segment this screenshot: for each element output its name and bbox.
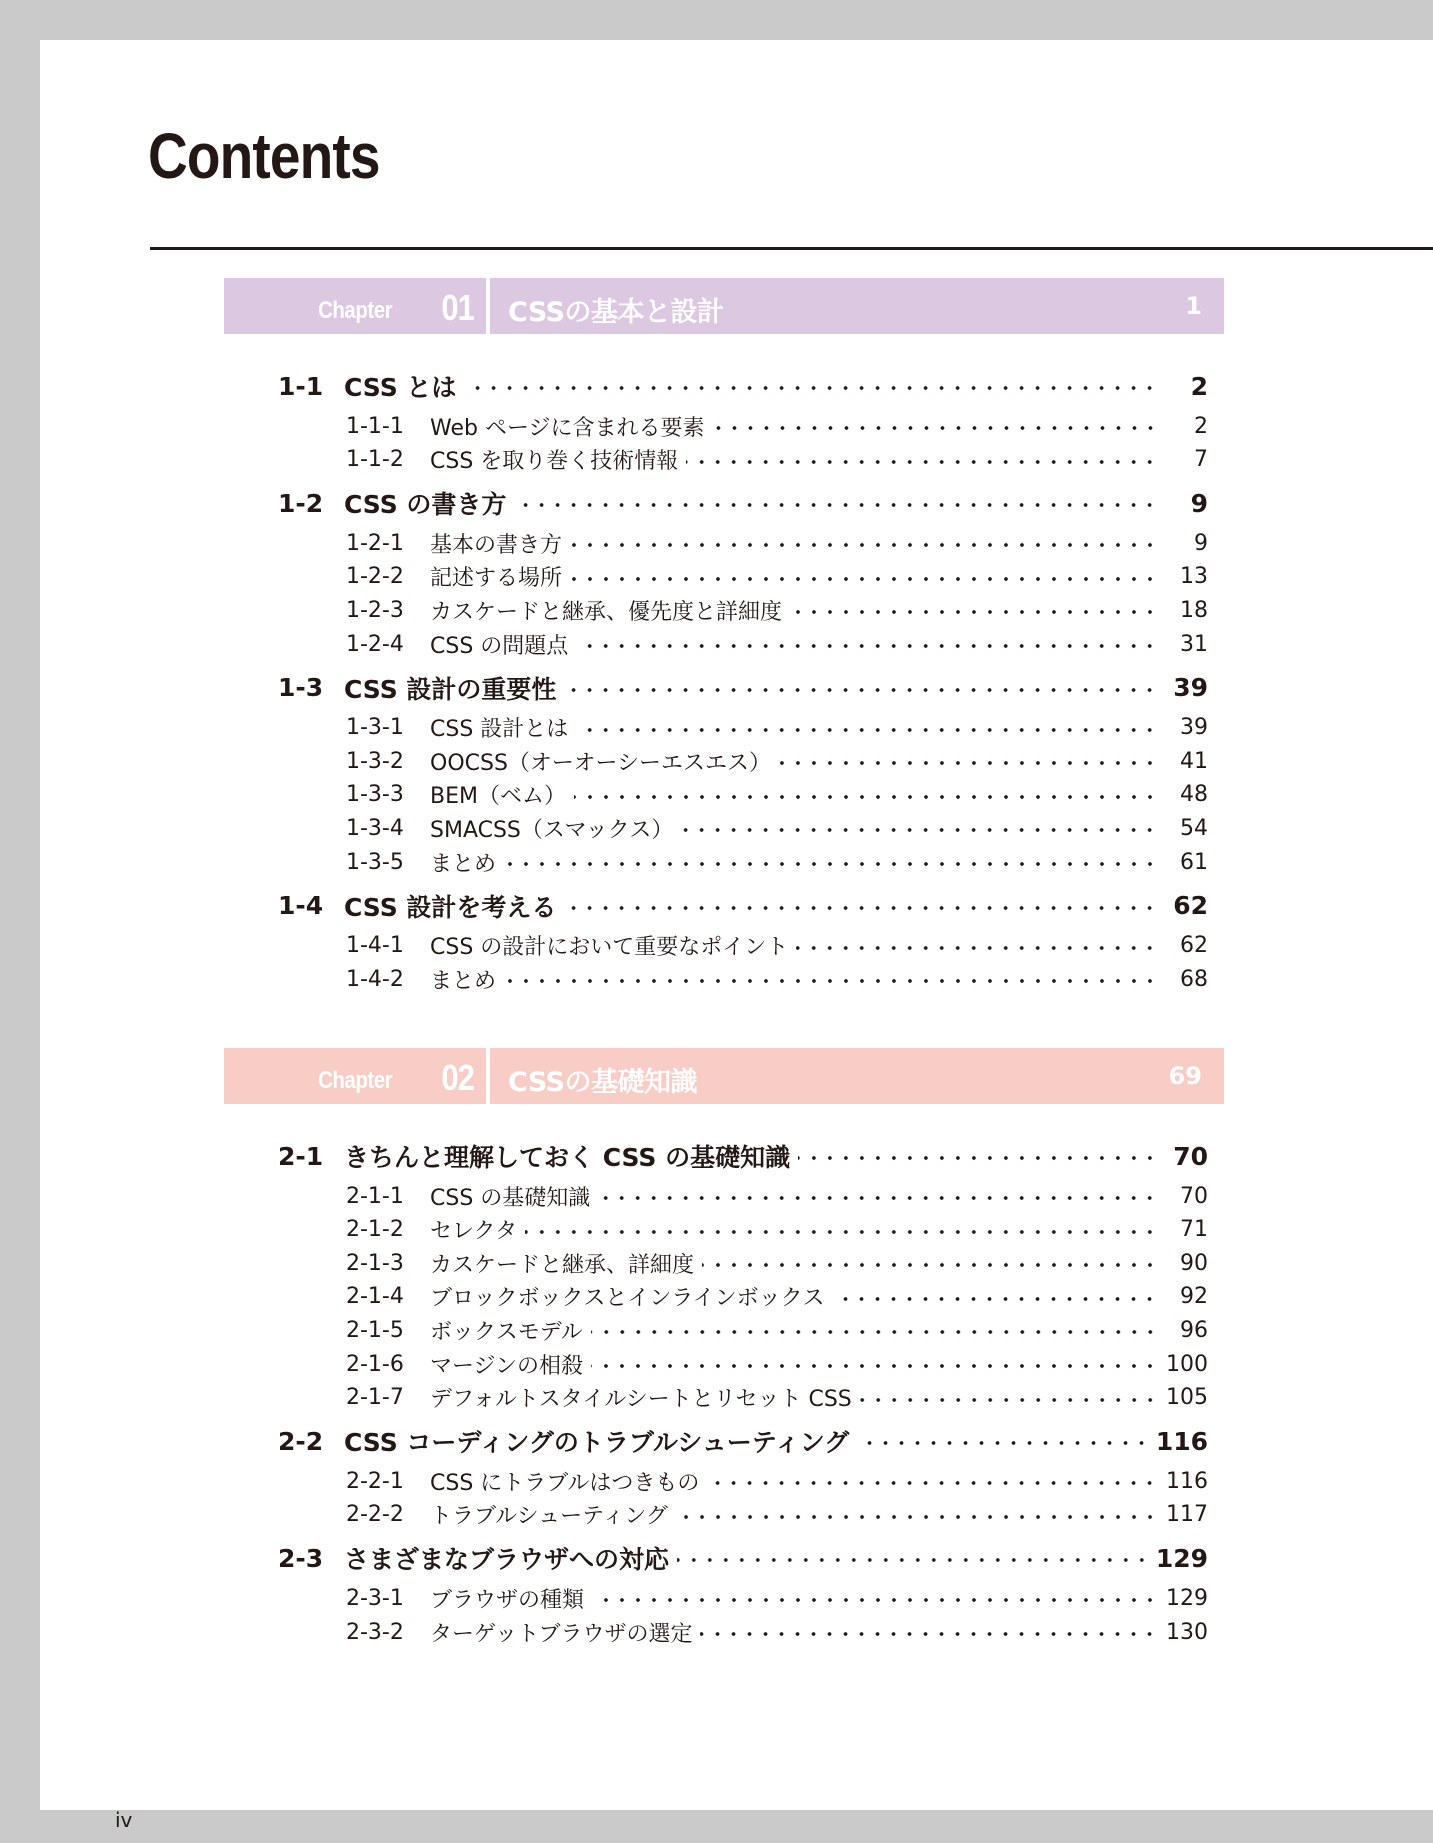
chapter-number: 02 [441,1057,474,1098]
dot-leader [790,609,1158,615]
toc-subsection-entry [346,745,1208,777]
subsection-title: SMACSS（スマックス） [430,817,674,843]
subsection-page-number: 100 [1166,1351,1208,1377]
chapter-header-02 [224,1048,1224,1104]
subsection-page-number: 9 [1194,530,1208,556]
dot-leader [860,1397,1158,1403]
subsection-number: 1-2-4 [346,631,404,657]
dot-leader [713,425,1158,431]
toc-subsection-entry [346,1582,1208,1614]
subsection-number: 1-2-1 [346,530,404,556]
dot-leader [570,542,1158,548]
toc-subsection-entry [346,410,1208,442]
section-number: 2-3 [278,1543,324,1573]
section-number: 1-1 [278,371,324,401]
section-title: CSS コーディングのトラブルシューティング [344,1428,850,1458]
subsection-page-number: 31 [1180,631,1208,657]
dot-leader [504,978,1158,984]
subsection-title: セレクタ [430,1219,518,1245]
dot-leader [686,459,1158,465]
subsection-page-number: 7 [1194,447,1208,473]
subsection-number: 2-2-1 [346,1468,404,1494]
dot-leader [574,794,1158,800]
chapter-page-number: 69 [1168,1062,1202,1090]
subsection-title: ブラウザの種類 [430,1587,585,1613]
dot-leader [591,1363,1158,1369]
subsection-page-number: 68 [1180,966,1208,992]
dot-leader [591,1329,1158,1335]
subsection-number: 1-3-1 [346,715,404,741]
subsection-number: 2-1-3 [346,1250,404,1276]
subsection-number: 1-3-4 [346,815,404,841]
dot-leader [707,1480,1158,1486]
toc-subsection-entry [346,1247,1208,1279]
folio-page-number: iv [115,1808,133,1832]
toc-section-entry [278,1542,1208,1574]
chapter-number: 01 [441,287,474,328]
subsection-title: CSS の基礎知識 [430,1185,591,1211]
toc-subsection-entry [346,930,1208,962]
subsection-page-number: 18 [1180,597,1208,623]
dot-leader [681,827,1158,833]
page-title: Contents [148,120,380,192]
toc-subsection-entry [346,963,1208,995]
dot-leader [564,905,1158,911]
subsection-title: まとめ [430,851,497,877]
dot-leader [464,385,1158,391]
dot-leader [832,1296,1158,1302]
subsection-number: 2-1-7 [346,1385,404,1411]
subsection-title: トラブルシューティング [430,1504,668,1530]
toc-section-entry [278,1140,1208,1172]
dot-leader [798,1155,1158,1161]
chapter-label [224,1048,486,1104]
toc-subsection-entry [346,1499,1208,1531]
chapter-divider [486,1048,490,1104]
chapter-label [224,278,486,334]
chapter-word: Chapter [317,1067,392,1094]
toc-section-entry [278,370,1208,402]
title-rule [150,247,1433,250]
book-page [40,40,1433,1832]
chapter-header-01 [224,278,1224,334]
subsection-number: 2-1-4 [346,1284,404,1310]
subsection-number: 2-1-6 [346,1351,404,1377]
toc-subsection-entry [346,628,1208,660]
dot-leader [576,643,1158,649]
subsection-page-number: 116 [1166,1468,1208,1494]
subsection-page-number: 41 [1180,748,1208,774]
dot-leader [677,1557,1150,1563]
subsection-page-number: 117 [1166,1502,1208,1528]
toc-subsection-entry [346,594,1208,626]
dot-leader [796,945,1158,951]
subsection-title: ボックスモデル [430,1319,583,1345]
dot-leader [676,1514,1158,1520]
subsection-page-number: 70 [1180,1183,1208,1209]
toc-subsection-entry [346,1465,1208,1497]
toc-subsection-entry [346,561,1208,593]
subsection-number: 2-3-1 [346,1585,404,1611]
subsection-title: マージンの相殺 [430,1353,584,1379]
section-page-number: 2 [1190,371,1208,401]
subsection-title: CSS 設計とは [430,717,569,743]
section-number: 2-2 [278,1426,324,1456]
dot-leader [564,687,1158,693]
subsection-title: CSS にトラブルはつきもの [430,1470,700,1496]
subsection-page-number: 62 [1180,933,1208,959]
toc-section-entry [278,1425,1208,1457]
section-number: 1-4 [278,891,324,921]
section-number: 1-3 [278,673,324,703]
section-page-number: 62 [1173,891,1208,921]
toc-subsection-entry [346,444,1208,476]
subsection-title: ターゲットブラウザの選定 [430,1621,693,1647]
dot-leader [592,1597,1158,1603]
subsection-title: まとめ [430,968,497,994]
subsection-page-number: 61 [1180,849,1208,875]
toc-subsection-entry [346,1348,1208,1380]
toc-subsection-entry [346,1180,1208,1212]
subsection-page-number: 96 [1180,1317,1208,1343]
section-page-number: 9 [1190,488,1208,518]
section-title: CSS とは [344,373,457,402]
toc-subsection-entry [346,1214,1208,1246]
toc-section-entry [278,487,1208,519]
subsection-page-number: 2 [1194,413,1208,439]
section-number: 2-1 [278,1141,324,1171]
section-page-number: 129 [1155,1543,1208,1573]
subsection-number: 1-3-2 [346,748,404,774]
dot-leader [857,1440,1150,1446]
subsection-title: 記述する場所 [430,566,563,592]
toc-subsection-entry [346,712,1208,744]
subsection-number: 1-4-2 [346,966,404,992]
subsection-title: カスケードと継承、詳細度 [430,1252,695,1278]
subsection-number: 1-2-2 [346,564,404,590]
subsection-page-number: 39 [1180,715,1208,741]
toc-subsection-entry [346,846,1208,878]
subsection-title: カスケードと継承、優先度と詳細度 [430,599,783,625]
subsection-page-number: 13 [1180,564,1208,590]
dot-leader [514,502,1158,508]
dot-leader [504,861,1158,867]
dot-leader [700,1631,1158,1637]
subsection-number: 1-3-3 [346,782,404,808]
toc-subsection-entry [346,812,1208,844]
subsection-number: 2-1-2 [346,1217,404,1243]
subsection-page-number: 48 [1180,782,1208,808]
chapter-word: Chapter [317,297,392,324]
subsection-title: CSS を取り巻く技術情報 [430,449,679,475]
section-number: 1-2 [278,488,324,518]
chapter-divider [486,278,490,334]
subsection-page-number: 90 [1180,1250,1208,1276]
subsection-page-number: 105 [1166,1385,1208,1411]
dot-leader [576,727,1158,733]
dot-leader [525,1229,1158,1235]
subsection-number: 1-4-1 [346,933,404,959]
toc-subsection-entry [346,1281,1208,1313]
chapter-title: CSSの基本と設計 [508,297,724,328]
subsection-page-number: 71 [1180,1217,1208,1243]
section-page-number: 39 [1173,673,1208,703]
subsection-page-number: 129 [1166,1585,1208,1611]
section-page-number: 116 [1155,1426,1208,1456]
toc-subsection-entry [346,1314,1208,1346]
subsection-number: 1-1-1 [346,413,404,439]
subsection-number: 2-1-1 [346,1183,404,1209]
dot-leader [702,1262,1158,1268]
subsection-title: CSS の設計において重要なポイント [430,935,789,961]
subsection-number: 2-1-5 [346,1317,404,1343]
subsection-title: BEM（ベム） [430,784,566,810]
toc-subsection-entry [346,527,1208,559]
section-title: CSS の書き方 [344,490,507,520]
dot-leader [570,576,1158,582]
subsection-number: 1-1-2 [346,447,404,473]
dot-leader [598,1195,1158,1201]
subsection-number: 2-3-2 [346,1619,404,1645]
subsection-title: ブロックボックスとインラインボックス [430,1286,825,1312]
subsection-page-number: 130 [1166,1619,1208,1645]
toc-section-entry [278,890,1208,922]
section-title: CSS 設計を考える [344,892,557,922]
subsection-title: Web ページに含まれる要素 [430,415,705,441]
section-title: CSS 設計の重要性 [344,674,557,704]
subsection-number: 1-3-5 [346,849,404,875]
subsection-title: CSS の問題点 [430,633,569,659]
subsection-page-number: 92 [1180,1284,1208,1310]
section-page-number: 70 [1173,1141,1208,1171]
toc-section-entry [278,672,1208,704]
chapter-page-number: 1 [1185,292,1202,320]
subsection-title: OOCSS（オーオーシーエスエス） [430,750,772,776]
section-title: さまざまなブラウザへの対応 [344,1545,670,1575]
chapter-title: CSSの基礎知識 [508,1067,697,1098]
subsection-title: 基本の書き方 [430,532,563,558]
subsection-page-number: 54 [1180,815,1208,841]
toc-subsection-entry [346,779,1208,811]
subsection-number: 2-2-2 [346,1502,404,1528]
toc-subsection-entry [346,1382,1208,1414]
section-title: きちんと理解しておく CSS の基礎知識 [344,1143,791,1172]
dot-leader [779,760,1158,766]
subsection-title: デフォルトスタイルシートとリセット CSS [430,1387,852,1413]
subsection-number: 1-2-3 [346,597,404,623]
toc-subsection-entry [346,1616,1208,1648]
